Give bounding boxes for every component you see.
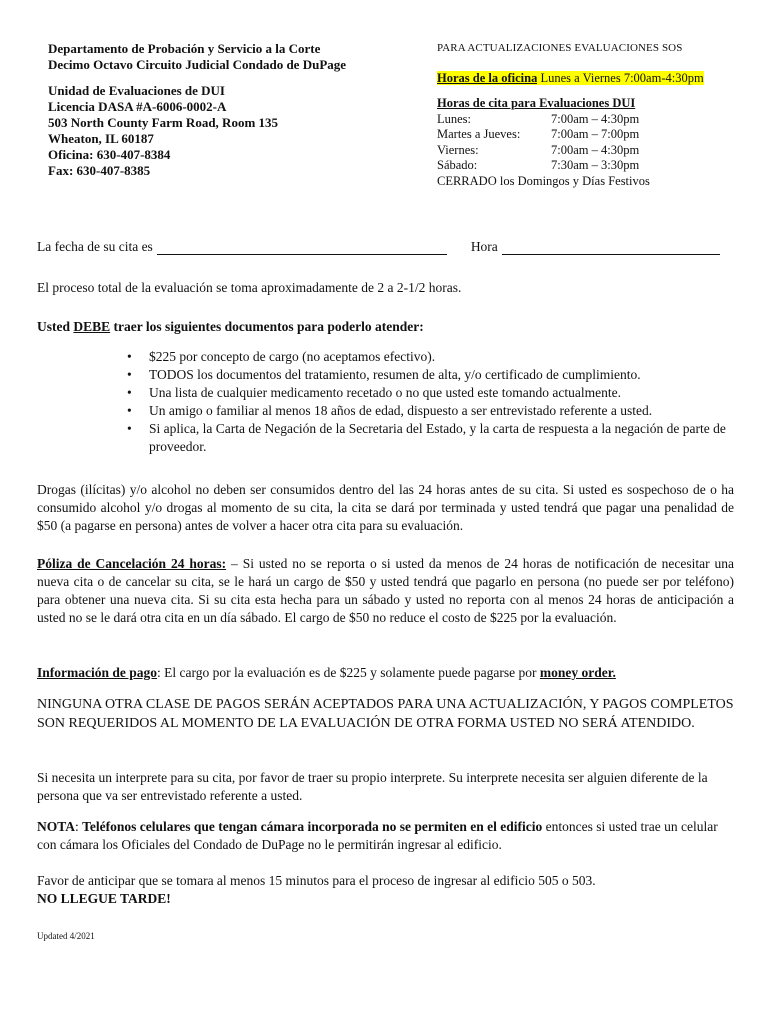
note-colon: :: [75, 819, 83, 834]
cancellation-text: – Si usted no se reporta o si usted da menos de 24 horas de notificación de necesitar una nueva cita o de cancelar su cita, se le hará un cargo de $50 y usted tendrá que pagarlo en persona (no puede ser por teléfono) para obtener una nueva cita. Si su cita esta hecha para un sábado y usted no reporta con al menos 24 horas de anticipación a usted no se le dará otra cita en un día sábado. El cargo de $50 no reduce el costo de $225 por la evaluación.: [37, 556, 734, 625]
bullet-icon: •: [127, 367, 132, 382]
list-item: [37, 420, 737, 456]
appointment-date-label: La fecha de su cita es: [37, 239, 153, 254]
must-bring-prefix: Usted: [37, 319, 74, 334]
bullet-icon: •: [127, 385, 132, 400]
interpreter-paragraph: Si necesita un interprete para su cita, por favor de traer su propio interprete. Su interprete necesita ser alguien diferente de la persona que va ser entrevistado referente a usted.: [37, 770, 708, 803]
fax-number: Fax: 630-407-8385: [48, 163, 151, 178]
list-item: [37, 384, 737, 402]
updates-heading: PARA ACTUALIZACIONES EVALUACIONES SOS: [437, 42, 683, 54]
no-other-payment-notice: NINGUNA OTRA CLASE DE PAGOS SERÁN ACEPTADOS PARA UNA ACTUALIZACIÓN, Y PAGOS COMPLETOS SON REQUERIDOS AL MOMENTO DE LA EVALUACIÓN DE OTRA FORMA USTED NO SERÁ ATENDIDO.: [37, 697, 734, 731]
schedule-hours: 7:00am – 7:00pm: [551, 127, 640, 141]
must-bring-heading: [37, 318, 734, 336]
payment-method: money order.: [539, 665, 616, 680]
schedule-list: [437, 112, 704, 174]
list-item-text: $225 por concepto de cargo (no aceptamos efectivo).: [149, 349, 436, 364]
list-item-text: Si aplica, la Carta de Negación de la Secretaria del Estado, y la carta de respuesta a la negación de parte de proveedor.: [149, 421, 726, 454]
closed-notice: CERRADO los Domingos y Días Festivos: [437, 173, 650, 188]
list-item: [37, 402, 737, 420]
appointment-time-field[interactable]: [502, 242, 720, 255]
cancellation-paragraph: [37, 555, 734, 627]
agency-block: [48, 41, 346, 179]
process-time-text: El proceso total de la evaluación se toma aproximadamente de 2 a 2-1/2 horas.: [37, 280, 462, 295]
must-bring-emphasis: DEBE: [73, 319, 111, 334]
arrival-warning: NO LLEGUE TARDE!: [37, 891, 171, 906]
bullet-icon: •: [127, 349, 132, 364]
license-number: Licencia DASA #A-6006-0002-A: [48, 99, 227, 114]
drugs-paragraph: Drogas (ilícitas) y/o alcohol no deben ser consumidos dentro del las 24 horas antes de su cita. Si usted es sospechoso de o ha consumido alcohol y/o drogas al momento de su cita, la cita se dará por terminada y usted tendrá que pagar una penalidad de $50 (a pagarse en persona) antes de volver a hacer otra cita para su evaluación.: [37, 482, 734, 533]
agency-line-2: Decimo Octavo Circuito Judicial Condado de DuPage: [48, 57, 347, 72]
address-line-2: Wheaton, IL 60187: [48, 131, 154, 146]
arrival-paragraph: [37, 872, 734, 908]
documents-list: [37, 348, 737, 456]
bullet-icon: •: [127, 421, 132, 436]
office-hours: [437, 71, 704, 87]
schedule-row: [437, 158, 704, 174]
arrival-text: Favor de anticipar que se tomara al menos 15 minutos para el proceso de ingresar al edificio 505 o 503.: [37, 873, 596, 888]
office-hours-label: Horas de la oficina: [437, 70, 538, 85]
schedule-day: Viernes:: [437, 142, 479, 157]
agency-line-1: Departamento de Probación y Servicio a la Corte: [48, 41, 321, 56]
schedule-day: Sábado:: [437, 158, 478, 172]
unit-name: Unidad de Evaluaciones de DUI: [48, 83, 225, 98]
appointment-line: [37, 239, 737, 255]
note-label: NOTA: [37, 819, 76, 834]
schedule-hours: 7:00am – 4:30pm: [551, 142, 640, 157]
list-item-text: Una lista de cualquier medicamento recetado o no que usted este tomando actualmente.: [149, 385, 621, 400]
note-text: entonces si usted trae un celular con cámara los Oficiales del Condado de DuPage no le permitirán ingresar al edificio.: [37, 819, 718, 852]
list-item: [37, 366, 737, 384]
payment-title: Información de pago: [37, 665, 158, 680]
bullet-icon: •: [127, 403, 132, 418]
list-item-text: TODOS los documentos del tratamiento, resumen de alta, y/o certificado de cumplimiento.: [149, 367, 641, 382]
must-bring-suffix: traer los siguientes documentos para poderlo atender:: [110, 319, 424, 334]
schedule-hours: 7:00am – 4:30pm: [551, 111, 640, 126]
schedule-day: Martes a Jueves:: [437, 127, 521, 141]
schedule-row: [437, 127, 704, 143]
schedule-row: [437, 112, 704, 128]
office-hours-value: Lunes a Viernes 7:00am-4:30pm: [537, 70, 704, 85]
note-bold-text: Teléfonos celulares que tengan cámara incorporada no se permiten en el edificio: [82, 819, 543, 834]
payment-paragraph: [37, 664, 734, 682]
list-item: [37, 348, 737, 366]
address-line-1: 503 North County Farm Road, Room 135: [48, 115, 279, 130]
schedule-hours: 7:30am – 3:30pm: [551, 158, 640, 172]
hours-block: [437, 41, 704, 189]
schedule-day: Lunes:: [437, 111, 472, 126]
appointment-date-field[interactable]: [157, 242, 447, 255]
office-phone: Oficina: 630-407-8384: [48, 147, 171, 162]
list-item-text: Un amigo o familiar al menos 18 años de edad, dispuesto a ser entrevistado referente a usted.: [149, 403, 653, 418]
payment-text: : El cargo por la evaluación es de $225 y solamente puede pagarse por: [157, 665, 540, 680]
schedule-row: [437, 143, 704, 159]
cancellation-title: Póliza de Cancelación 24 horas:: [37, 556, 227, 571]
appointment-time-label: Hora: [470, 239, 498, 254]
appointment-hours-title: Horas de cita para Evaluaciones DUI: [437, 96, 636, 110]
updated-date: Updated 4/2021: [37, 931, 95, 941]
note-paragraph: [37, 818, 734, 854]
